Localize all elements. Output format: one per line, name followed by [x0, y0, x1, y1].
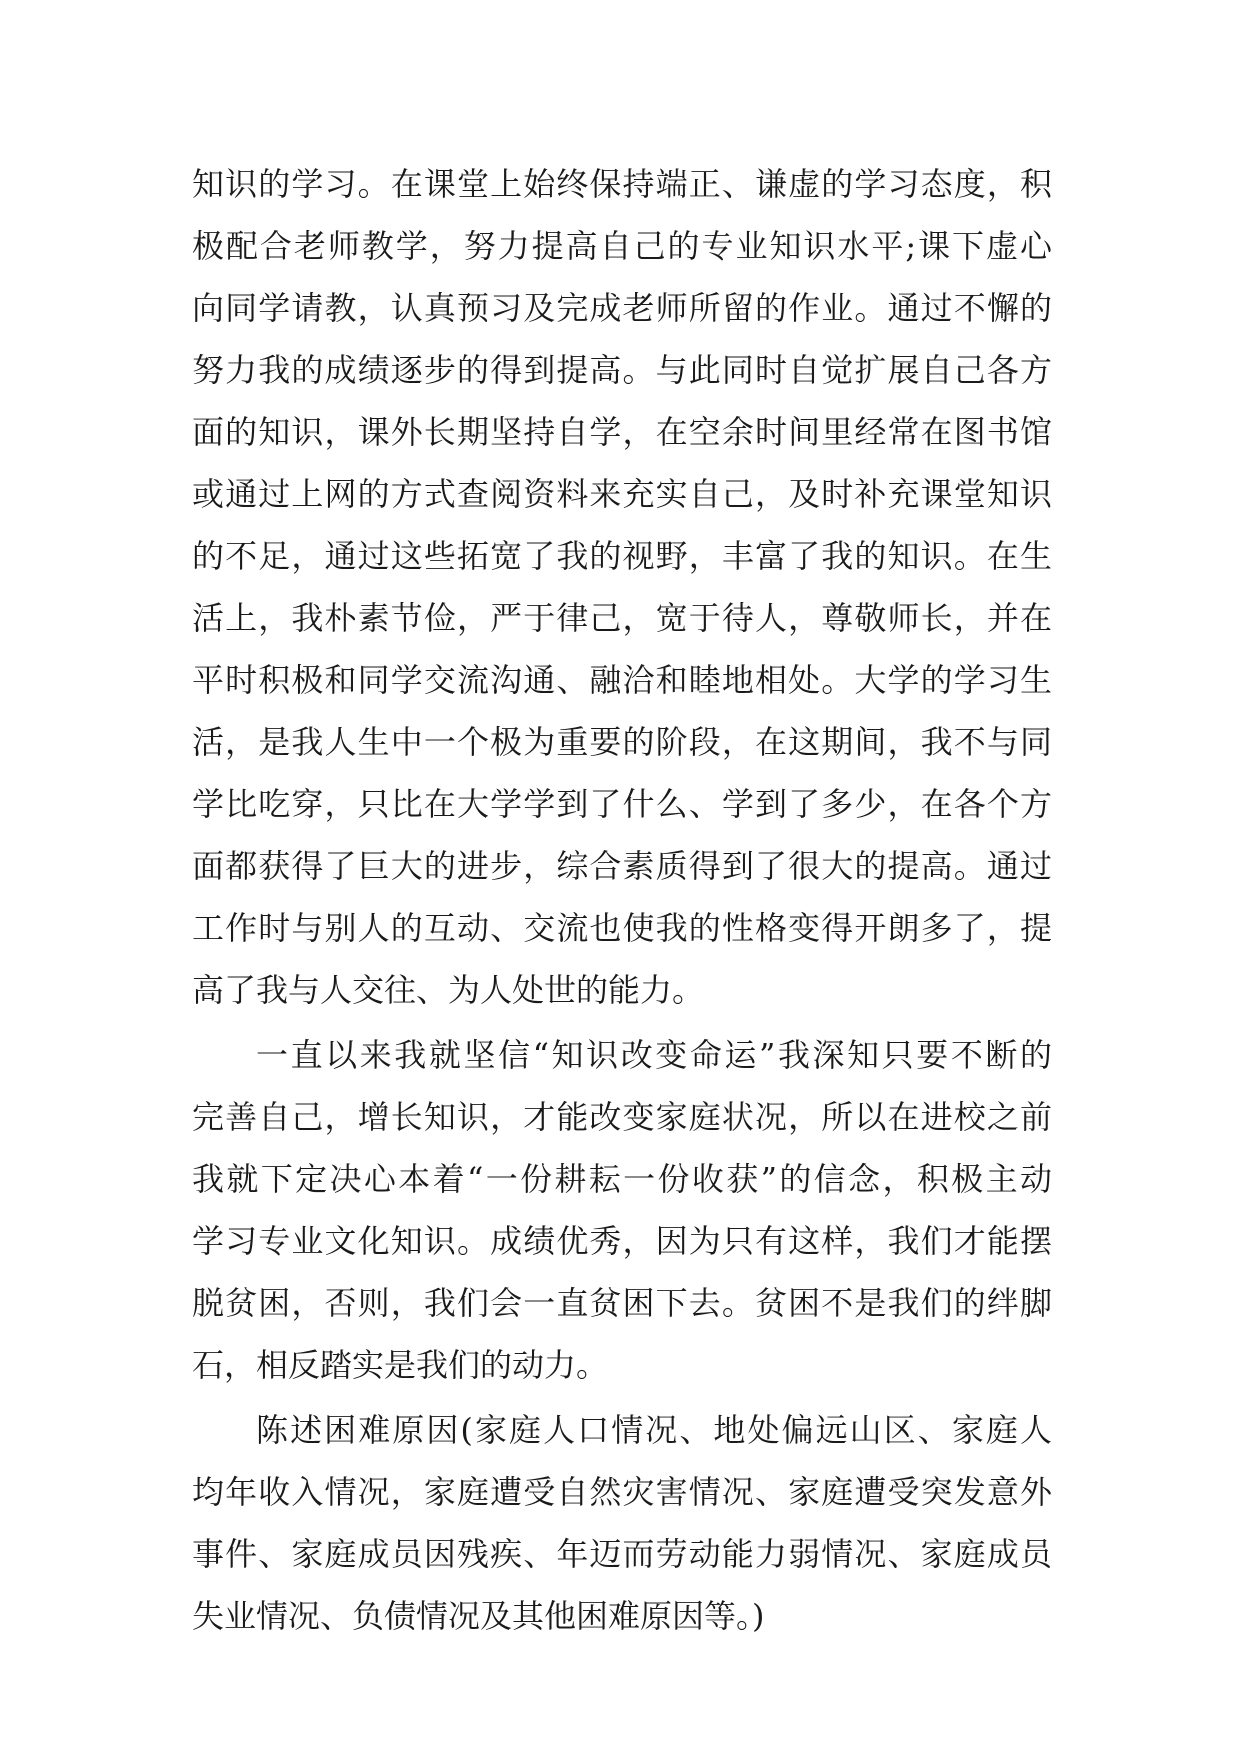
text-line: 学比吃穿，只比在大学学到了什么、学到了多少，在各个方 — [192, 785, 1052, 823]
text-line: 或通过上网的方式查阅资料来充实自己，及时补充课堂知识 — [192, 475, 1052, 513]
text-line: 石，相反踏实是我们的动力。 — [192, 1346, 609, 1384]
text-line: 知识的学习。在课堂上始终保持端正、谦虚的学习态度，积 — [192, 165, 1052, 203]
text-line: 失业情况、负债情况及其他困难原因等。) — [192, 1597, 765, 1635]
text-line: 的不足，通过这些拓宽了我的视野，丰富了我的知识。在生 — [192, 537, 1052, 575]
text-line: 脱贫困，否则，我们会一直贫困下去。贫困不是我们的绊脚 — [192, 1284, 1052, 1322]
text-line: 平时积极和同学交流沟通、融洽和睦地相处。大学的学习生 — [192, 661, 1052, 699]
text-line: 努力我的成绩逐步的得到提高。与此同时自觉扩展自己各方 — [192, 351, 1052, 389]
text-line: 面都获得了巨大的进步，综合素质得到了很大的提高。通过 — [192, 847, 1052, 885]
text-line: 学习专业文化知识。成绩优秀，因为只有这样，我们才能摆 — [192, 1222, 1052, 1260]
text-line: 高了我与人交往、为人处世的能力。 — [192, 971, 705, 1009]
text-line: 活上，我朴素节俭，严于律己，宽于待人，尊敬师长，并在 — [192, 599, 1052, 637]
text-line: 完善自己，增长知识，才能改变家庭状况，所以在进校之前 — [192, 1098, 1052, 1136]
paragraph-first-line: 陈述困难原因(家庭人口情况、地处偏远山区、家庭人 — [256, 1411, 1052, 1449]
text-line: 事件、家庭成员因残疾、年迈而劳动能力弱情况、家庭成员 — [192, 1535, 1052, 1573]
text-line: 向同学请教，认真预习及完成老师所留的作业。通过不懈的 — [192, 289, 1052, 327]
text-line: 均年收入情况，家庭遭受自然灾害情况、家庭遭受突发意外 — [192, 1473, 1052, 1511]
paragraph-first-line: 一直以来我就坚信“知识改变命运”我深知只要不断的 — [256, 1036, 1052, 1074]
text-line: 工作时与别人的互动、交流也使我的性格变得开朗多了，提 — [192, 909, 1052, 947]
text-line: 极配合老师教学，努力提高自己的专业知识水平;课下虚心 — [192, 227, 1052, 265]
text-line: 活，是我人生中一个极为重要的阶段，在这期间，我不与同 — [192, 723, 1052, 761]
text-line: 我就下定决心本着“一份耕耘一份收获”的信念，积极主动 — [192, 1160, 1052, 1198]
text-line: 面的知识，课外长期坚持自学，在空余时间里经常在图书馆 — [192, 413, 1052, 451]
